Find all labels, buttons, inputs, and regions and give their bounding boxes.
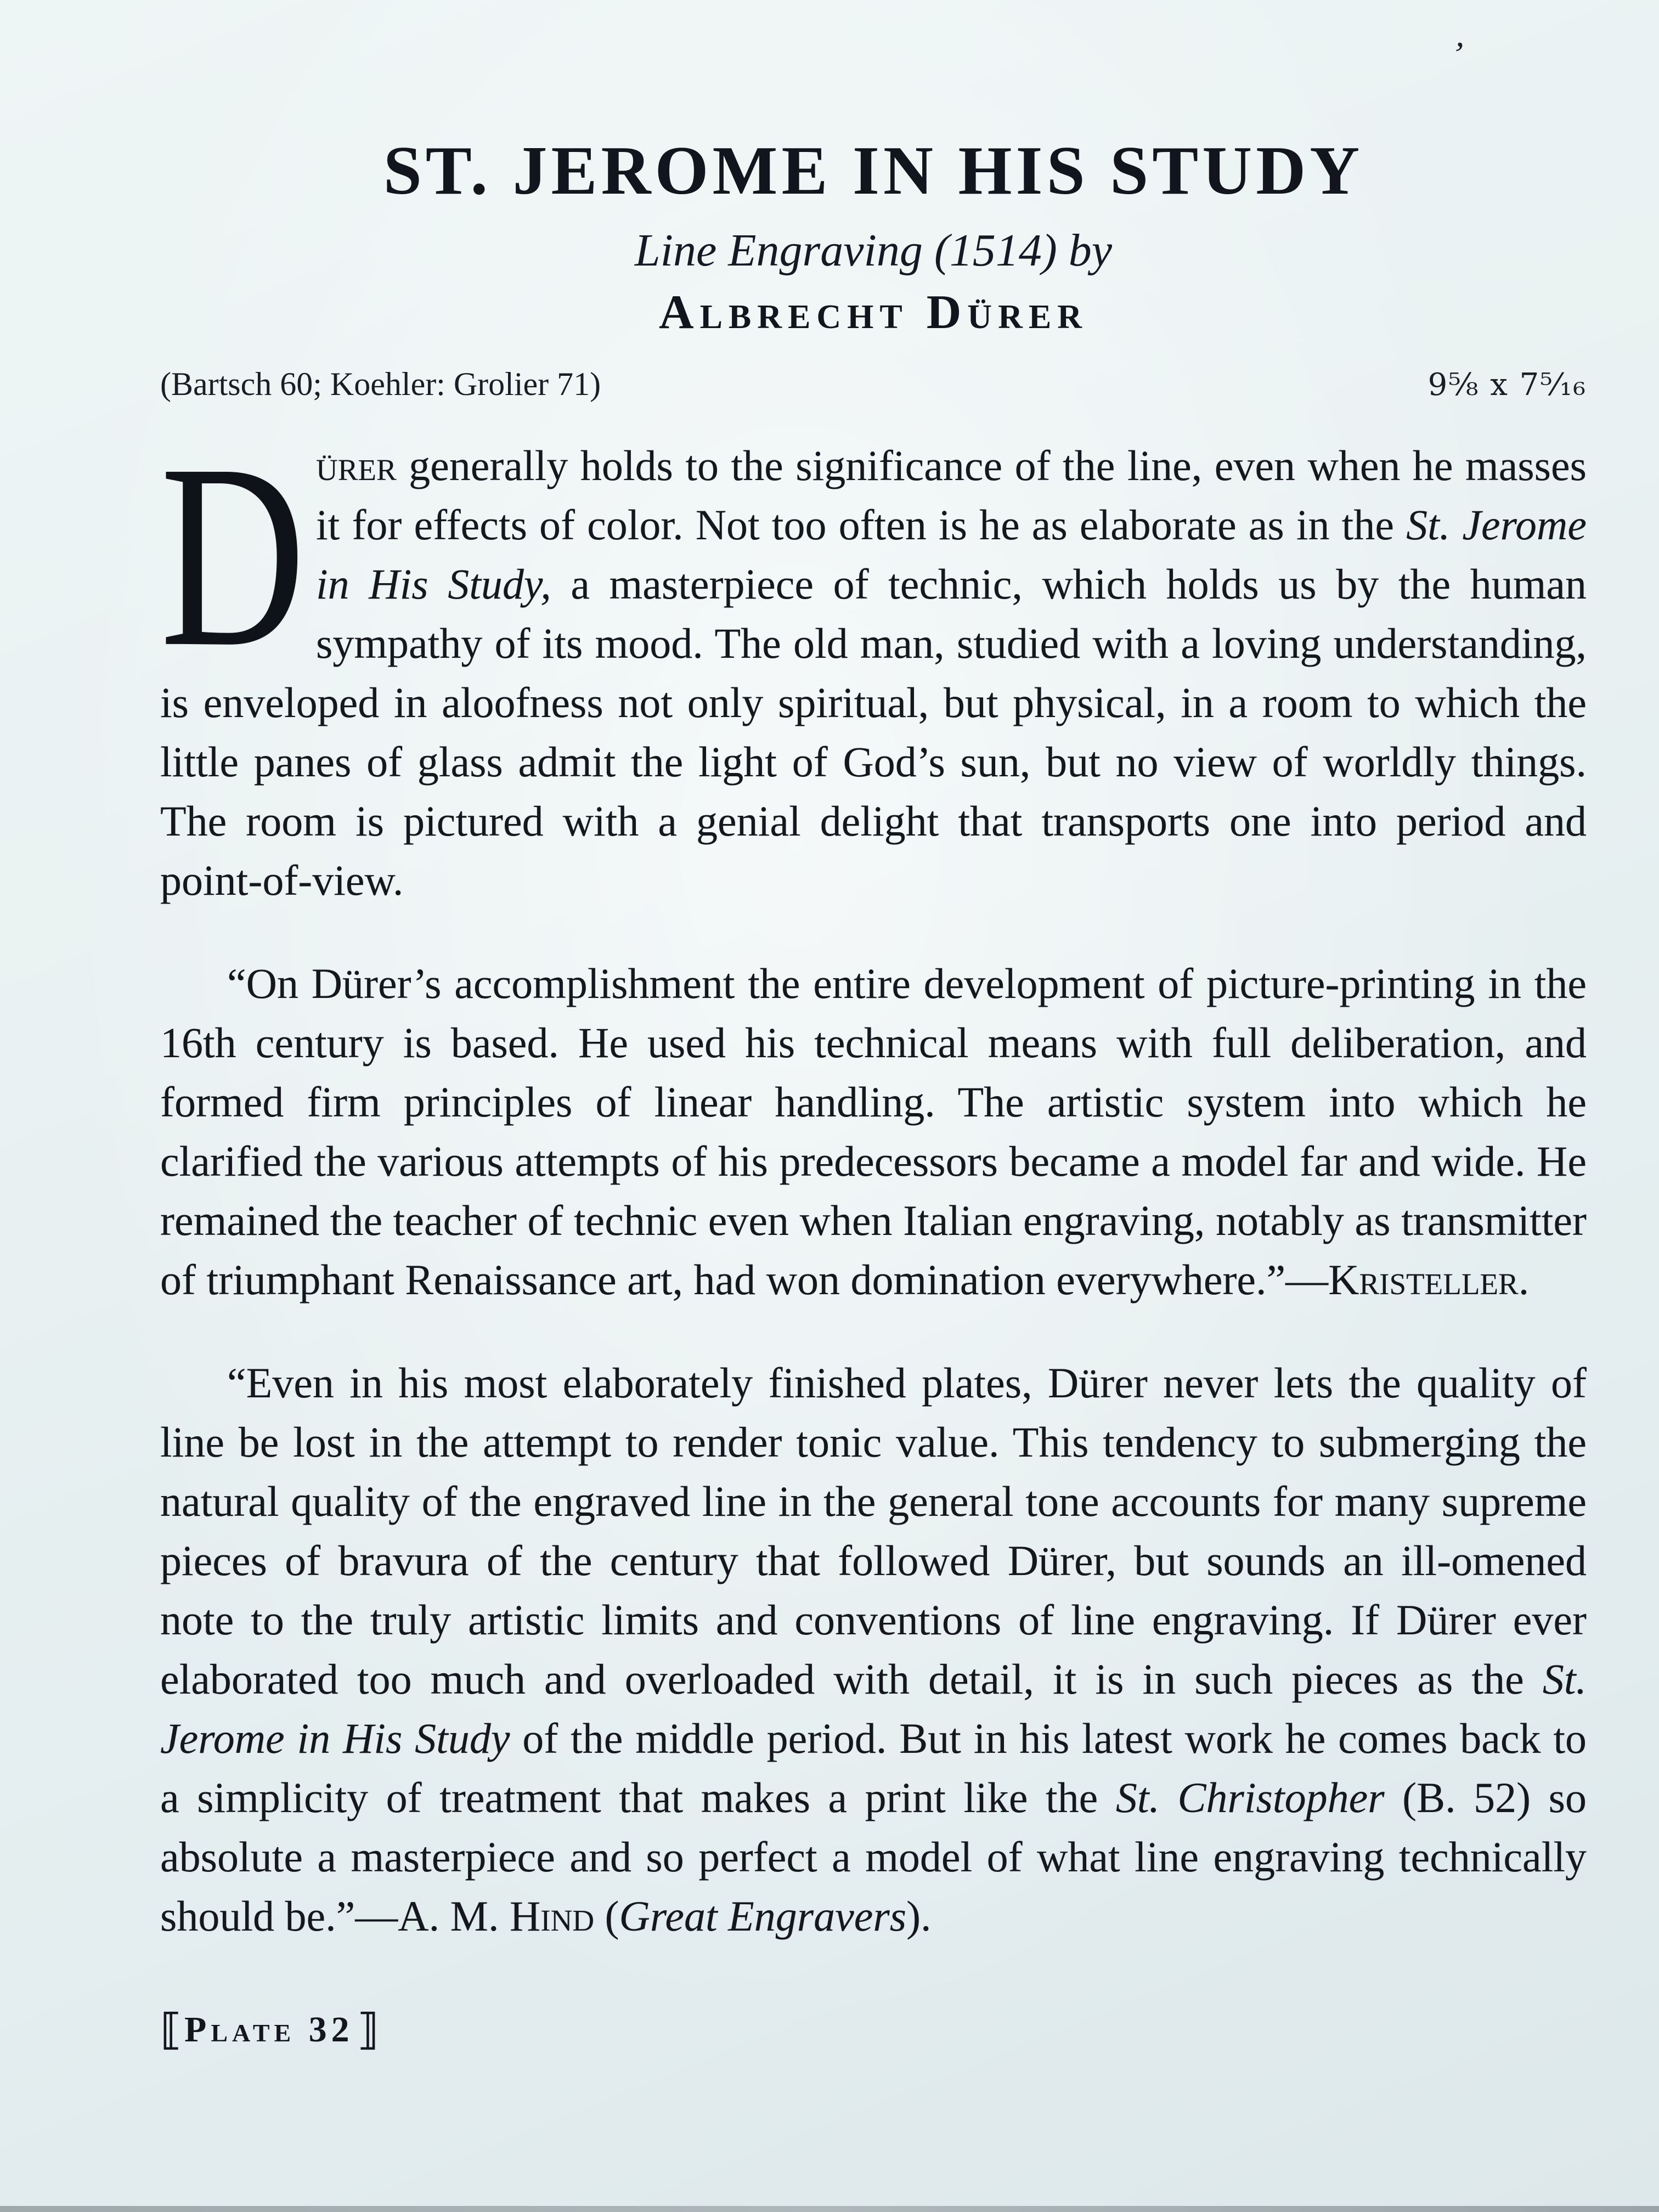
stray-ink-mark: ’ <box>1450 33 1468 75</box>
page-bottom-edge <box>0 2206 1659 2212</box>
paragraph-3 <box>160 1353 1587 1946</box>
paragraph-3-paren-open: ( <box>594 1892 619 1940</box>
paragraph-3-text: “Even in his most elaborately finished plates, Dürer never lets the quality of line be lost in the attempt to render tonic value. This tendency to submerging the natural quality of the engraved line in the general tone accounts for many supreme pieces of bravura of the century that followed Dürer, but sounds an ill-omened note to the truly artistic limits and conventions of line engraving. If Dürer ever elaborated too much and overloaded with detail, it is in such pieces as the <box>160 1359 1587 1703</box>
book-title-italic-great-engravers: Great Engravers <box>619 1892 907 1940</box>
work-title-italic-st-christopher: St. Christopher <box>1115 1774 1385 1821</box>
paragraph-2 <box>160 954 1587 1310</box>
print-dimensions: 9⅝ x 7⁵⁄₁₆ <box>1427 367 1587 403</box>
attribution-hind: Hind <box>509 1892 595 1940</box>
paragraph-1 <box>160 409 1587 910</box>
artist-name: Albrecht Dürer <box>659 286 1088 339</box>
plate-label <box>160 2005 1587 2055</box>
right-double-bracket: ⟧ <box>357 2005 378 2055</box>
lead-word-small-caps: ürer <box>316 442 397 489</box>
plate-number: Plate 32 <box>184 2010 354 2050</box>
paragraph-3-text-cont-1: of the middle period. But in his latest work he comes back to a simplicity of treatment that makes a print like the <box>160 1714 1587 1821</box>
paragraph-3-paren-close: ). <box>906 1892 932 1940</box>
paragraph-2-period: . <box>1518 1256 1530 1304</box>
page-title: ST. JEROME IN HIS STUDY <box>383 133 1364 209</box>
paragraph-1-text: generally holds to the significance of the line, even when he masses it for effects of color. Not too often is he as elaborate as in the <box>316 442 1587 549</box>
work-title-italic: St. Jerome in His Study, <box>316 501 1587 608</box>
catalog-reference: (Bartsch 60; Koehler: Grolier 71) <box>160 366 601 402</box>
subtitle-medium-year: Line Engraving (1514) by <box>634 225 1113 276</box>
page-content <box>160 0 1587 2055</box>
paragraph-3-text-cont-2: (B. 52) so absolute a masterpiece and so perfect a model of what line engraving technically should be.”—A. M. <box>160 1774 1587 1940</box>
drop-cap-glyph: D <box>160 409 306 701</box>
drop-cap-letter <box>160 409 306 701</box>
paragraph-2-text: “On Dürer’s accomplishment the entire development of picture-printing in the 16th century is based. He used his technical means with full deliberation, and formed firm principles of linear handling. The artistic system into which he clarified the various attempts of his predecessors became a model far and wide. He remained the teacher of technic even when Italian engraving, notably as transmitter of triumphant Renaissance art, had won domination everywhere.”— <box>160 960 1587 1304</box>
work-title-italic-st-jerome: St. Jerome in His Study <box>160 1655 1587 1762</box>
body-text <box>160 409 1587 1946</box>
left-double-bracket: ⟦ <box>160 2005 182 2055</box>
reference-line <box>160 365 1587 403</box>
paragraph-1-text-cont: a masterpiece of technic, which holds us by the human sympathy of its mood. The old man, studied with a loving understanding, is enveloped in aloofness not only spiritual, but physical, in a room to which the little panes of glass admit the light of God’s sun, but no view of worldly things. The room is pictured with a genial delight that transports one into period and point-of-view. <box>160 560 1587 904</box>
attribution-kristeller: Kristeller <box>1328 1256 1519 1304</box>
